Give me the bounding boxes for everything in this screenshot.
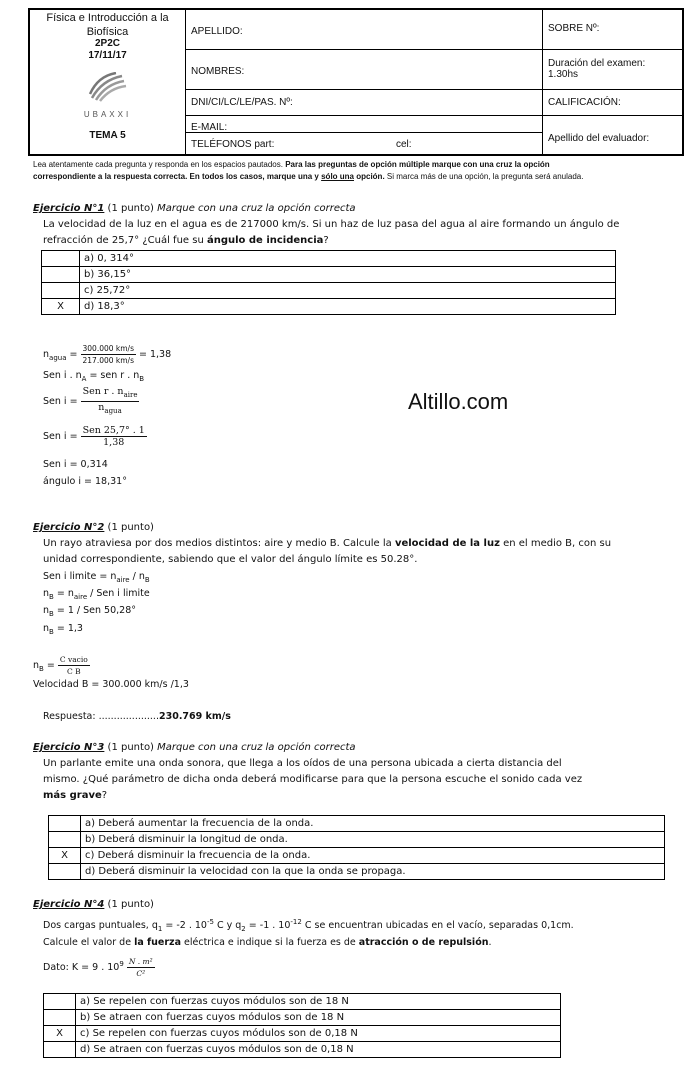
- instr-text-1: Lea atentamente cada pregunta y responda en los espacios pautados.: [33, 160, 286, 169]
- option-row[interactable]: [42, 267, 616, 283]
- duracion-value: 1.30hs: [548, 69, 579, 80]
- ex2-heading: [33, 521, 154, 534]
- ex1-points: (1 punto): [104, 203, 158, 214]
- ex1-solution-line-5: Sen i = 0,314: [43, 459, 108, 470]
- ex4-dato-num: N . m²: [128, 957, 153, 966]
- ex1-solution-line-2: [43, 369, 144, 386]
- ex4-q1-sub2: 2: [241, 925, 246, 934]
- telefonos-field[interactable]: [186, 132, 542, 154]
- ex4-title: Ejercicio N°4: [33, 899, 105, 910]
- ex3-question-line-1: Un parlante emite una onda sonora, que llega a los oídos de una persona ubicada a cierta distancia del: [43, 758, 562, 769]
- sol-n-sub: agua: [49, 353, 67, 362]
- option-mark-cell[interactable]: [49, 864, 81, 880]
- ex2-s5-eq: =: [43, 660, 58, 671]
- ex4-q1a: Dos cargas puntuales, q: [43, 920, 158, 932]
- subject-line-1: Física e Introducción a la: [46, 12, 169, 24]
- sol-f1-den: [81, 402, 140, 417]
- ex2-q1c: en el medio B, con su: [499, 538, 612, 549]
- sobre-label: SOBRE Nº:: [548, 23, 600, 34]
- sol-f1-num-sub: aire: [123, 390, 138, 399]
- ex4-dato: [43, 956, 155, 979]
- ex1-options-table: [41, 250, 616, 315]
- ex2-s3b: = 1 / Sen 50,28°: [53, 605, 136, 616]
- ex4-q2a: Calcule el valor de: [43, 937, 135, 948]
- option-mark-cell[interactable]: [44, 994, 76, 1010]
- ex1-heading: [33, 202, 356, 215]
- ex2-s3-sub: B: [49, 609, 54, 618]
- option-text: a) Deberá aumentar la frecuencia de la onda.: [81, 816, 665, 832]
- watermark-text: Altillo.com: [408, 389, 509, 414]
- ex2-answer-label: Respuesta: ....................: [43, 711, 159, 722]
- sol-n: n: [43, 349, 50, 360]
- option-text: d) 18,3°: [80, 299, 616, 315]
- ex3-q3a: más grave: [43, 790, 102, 801]
- ex3-q3b: ?: [101, 790, 108, 801]
- sol-eq: =: [66, 349, 81, 360]
- dni-field[interactable]: [186, 90, 542, 116]
- calificacion-field[interactable]: [543, 90, 682, 116]
- option-row[interactable]: [49, 832, 665, 848]
- evaluador-field[interactable]: [543, 116, 682, 154]
- sobre-field[interactable]: [543, 10, 682, 50]
- ex3-question-line-3: [43, 789, 107, 802]
- sol-seni-1: Sen i =: [43, 395, 81, 407]
- ex3-points: (1 punto): [104, 742, 158, 753]
- option-mark-cell[interactable]: [49, 816, 81, 832]
- sol-num: 300.000 km/s: [82, 344, 134, 353]
- ex1-question-line-2: [43, 234, 329, 247]
- ex3-options-table: [48, 815, 665, 880]
- sol-f2-num: Sen 25,7° . 1: [82, 425, 145, 436]
- evaluador-label: Apellido del evaluador:: [548, 133, 650, 144]
- option-text: b) 36,15°: [80, 267, 616, 283]
- header-admin-cell: [542, 10, 682, 154]
- sol-f2-den: 1,38: [103, 437, 125, 448]
- option-text: a) Se repelen con fuerzas cuyos módulos son de 18 N: [76, 994, 561, 1010]
- ex2-s2-sub2: aire: [73, 592, 88, 601]
- sol-f1-num-text: Sen r . n: [82, 386, 124, 397]
- nombres-field[interactable]: [186, 50, 542, 90]
- ex2-solution-line-4: [43, 622, 83, 639]
- ex4-options-table: [43, 993, 561, 1058]
- sol-l2b: = sen r . n: [86, 370, 140, 381]
- ex2-s4b: = 1,3: [53, 623, 83, 634]
- cel-label: cel:: [396, 139, 412, 150]
- ex4-q2c: eléctrica e indique si la fuerza es de: [181, 937, 359, 948]
- ex2-s5-sub: B: [39, 664, 44, 673]
- dni-label: DNI/CI/LC/LE/PAS. Nº:: [191, 97, 293, 108]
- ex2-s2-sub: B: [49, 592, 54, 601]
- tema-label: TEMA 5: [89, 130, 126, 141]
- ex4-q2b: la fuerza: [134, 937, 182, 948]
- ex2-title: Ejercicio N°2: [33, 522, 105, 533]
- ex2-s1b: / n: [129, 571, 145, 582]
- option-row[interactable]: [44, 1042, 561, 1058]
- subject-line-2: Biofísica: [86, 26, 129, 38]
- ex3-mode: Marque con una cruz la opción correcta: [157, 742, 356, 753]
- ex2-points: (1 punto): [104, 522, 154, 533]
- exam-instructions: [33, 159, 693, 182]
- ex1-title: Ejercicio N°1: [33, 203, 105, 214]
- ex2-question-line-1: [43, 537, 611, 550]
- ex4-q1e: C se encuentran ubicadas en el vacío, separadas 0,1cm.: [301, 920, 574, 932]
- option-row[interactable]: [49, 864, 665, 880]
- logo-text: UBAXXI: [83, 110, 132, 119]
- calificacion-label: CALIFICACIÓN:: [548, 97, 621, 108]
- ex2-solution-line-5: [33, 654, 90, 677]
- ex2-s2c: / Sen i limite: [87, 588, 150, 599]
- ex1-q2b: ángulo de incidencia: [206, 235, 324, 246]
- ex2-s3: n: [43, 605, 50, 616]
- ex4-question-line-2: [43, 936, 492, 949]
- nombres-label: NOMBRES:: [191, 66, 245, 77]
- ex1-q2c: ?: [323, 235, 329, 246]
- option-row[interactable]: [42, 299, 616, 315]
- ex4-dato-fraction: [127, 956, 155, 979]
- instr-text-2: Para las preguntas de opción múltiple marque con una cruz la opción: [285, 160, 550, 169]
- option-mark-cell[interactable]: X: [42, 299, 80, 315]
- exam-date: 17/11/17: [88, 50, 127, 61]
- instr-text-5: opción.: [354, 171, 385, 181]
- ex3-question-line-2: mismo. ¿Qué parámetro de dicha onda deberá modificarse para que la persona escuche el sonido cada vez: [43, 774, 583, 785]
- header-student-fields: [186, 10, 542, 154]
- sol-l2-subB: B: [139, 374, 145, 383]
- ex2-q1b: velocidad de la luz: [394, 538, 500, 549]
- option-row[interactable]: [44, 994, 561, 1010]
- ex3-title: Ejercicio N°3: [33, 742, 105, 753]
- option-row[interactable]: [49, 816, 665, 832]
- option-text: c) Deberá disminuir la frecuencia de la onda.: [81, 848, 665, 864]
- sol-seni-2: Sen i =: [43, 431, 81, 442]
- option-mark-cell[interactable]: [49, 832, 81, 848]
- apellido-label: APELLIDO:: [191, 26, 243, 37]
- instr-text-6: Si marca más de una opción, la pregunta será anulada.: [384, 171, 584, 181]
- option-mark-cell[interactable]: [42, 283, 80, 299]
- ex2-s5-num: C vacio: [59, 655, 88, 664]
- apellido-field[interactable]: [186, 10, 542, 50]
- ex1-fraction-seni: [81, 386, 140, 417]
- ex2-s1: Sen i limite = n: [43, 571, 117, 582]
- sol-f1-den-text: n: [98, 401, 105, 413]
- option-row[interactable]: [44, 1010, 561, 1026]
- duracion-label: Duración del examen:: [548, 58, 646, 69]
- ex2-s1-sub2: B: [144, 575, 150, 584]
- option-mark-cell[interactable]: X: [44, 1026, 76, 1042]
- ubaxxi-logo-icon: [88, 72, 128, 102]
- option-mark-cell[interactable]: [42, 267, 80, 283]
- option-row[interactable]: [44, 1026, 561, 1042]
- ex1-solution-line-4: [43, 425, 147, 448]
- ex1-solution-line-3: [43, 386, 139, 417]
- ex4-heading: [33, 898, 154, 911]
- ex2-solution-line-1: [43, 570, 150, 587]
- ex1-question-line-1: La velocidad de la luz en el agua es de 217000 km/s. Si un haz de luz pasa del agua al aire formando un ángulo de: [43, 219, 620, 230]
- sol-f1-num: [81, 386, 140, 402]
- option-text: b) Se atraen con fuerzas cuyos módulos son de 18 N: [76, 1010, 561, 1026]
- ex4-dato-text: Dato: K = 9 . 10: [43, 962, 120, 973]
- course-code: 2P2C: [94, 38, 120, 49]
- ex3-heading: [33, 741, 356, 754]
- ex4-q2e: .: [488, 937, 492, 948]
- ex2-question-line-2: unidad correspondiente, sabiendo que el valor del ángulo límite es 50.28°.: [43, 554, 418, 565]
- ex2-s5-den: C B: [67, 667, 81, 676]
- ex1-solution-line-1: [43, 343, 171, 366]
- ex2-s2: n: [43, 588, 50, 599]
- option-text: c) 25,72°: [80, 283, 616, 299]
- header-subject-cell: [30, 10, 186, 154]
- ex2-s5: n: [33, 660, 40, 671]
- ex4-q1-sup2: -12: [290, 918, 302, 926]
- ex2-s1-sub1: aire: [116, 575, 130, 584]
- ex1-mode: Marque con una cruz la opción correcta: [157, 203, 356, 214]
- ex4-question-line-1: [43, 916, 574, 936]
- sol-den: 217.000 km/s: [82, 356, 134, 365]
- ex1-q2a: refracción de 25,7° ¿Cuál fue su: [43, 235, 207, 246]
- ex1-fraction-value: [81, 425, 147, 448]
- option-row[interactable]: [49, 848, 665, 864]
- ex4-q1d: = -1 . 10: [245, 920, 291, 932]
- ex4-q1-sub1: 1: [157, 925, 163, 934]
- ex1-solution-line-6: ángulo i = 18,31°: [43, 476, 127, 487]
- option-text: d) Se atraen con fuerzas cuyos módulos son de 0,18 N: [76, 1042, 561, 1058]
- ex4-q1b: = -2 . 10: [162, 920, 207, 932]
- ex2-solution-line-6: Velocidad B = 300.000 km/s /1,3: [33, 679, 189, 690]
- ex2-solution-line-3: [43, 604, 136, 621]
- duracion-field: [543, 50, 682, 90]
- ex4-q1-sup1: -5: [206, 918, 214, 926]
- telefonos-label: TELÉFONOS part:: [191, 139, 275, 150]
- ex4-q2d: atracción o de repulsión: [358, 937, 489, 948]
- ex2-answer: [43, 710, 231, 723]
- email-label: E-MAIL:: [191, 122, 228, 133]
- option-mark-cell[interactable]: [42, 251, 80, 267]
- option-text: b) Deberá disminuir la longitud de onda.: [81, 832, 665, 848]
- option-mark-cell[interactable]: [44, 1010, 76, 1026]
- option-row[interactable]: [42, 251, 616, 267]
- instr-text-4: sólo una: [321, 171, 354, 181]
- ex1-fraction-n: [81, 343, 136, 366]
- sol-l2-subA: A: [81, 374, 87, 383]
- ex2-fraction-c: [58, 654, 90, 677]
- sol-f1-den-sub: agua: [104, 406, 122, 415]
- ex2-solution-line-2: [43, 587, 150, 604]
- option-row[interactable]: [42, 283, 616, 299]
- ex4-dato-den: C²: [136, 969, 146, 978]
- ex4-points: (1 punto): [104, 899, 154, 910]
- option-text: c) Se repelen con fuerzas cuyos módulos son de 0,18 N: [76, 1026, 561, 1042]
- sol-res: = 1,38: [135, 349, 172, 360]
- ex2-s4-sub: B: [49, 627, 54, 636]
- sol-l2: Sen i . n: [43, 370, 82, 381]
- option-text: a) 0, 314°: [80, 251, 616, 267]
- option-mark-cell[interactable]: [44, 1042, 76, 1058]
- option-mark-cell[interactable]: X: [49, 848, 81, 864]
- ex4-dato-sup: 9: [119, 959, 124, 968]
- instr-text-3: correspondiente a la respuesta correcta. En todos los casos, marque una y: [33, 171, 322, 181]
- ex2-s4: n: [43, 623, 50, 634]
- option-text: d) Deberá disminuir la velocidad con la que la onda se propaga.: [81, 864, 665, 880]
- ex2-q1a: Un rayo atraviesa por dos medios distintos: aire y medio B. Calcule la: [43, 538, 395, 549]
- exam-header: [28, 8, 684, 156]
- ex4-q1c: C y q: [213, 920, 242, 932]
- ex2-s2b: = n: [53, 588, 74, 599]
- ex2-answer-value: 230.769 km/s: [158, 711, 231, 722]
